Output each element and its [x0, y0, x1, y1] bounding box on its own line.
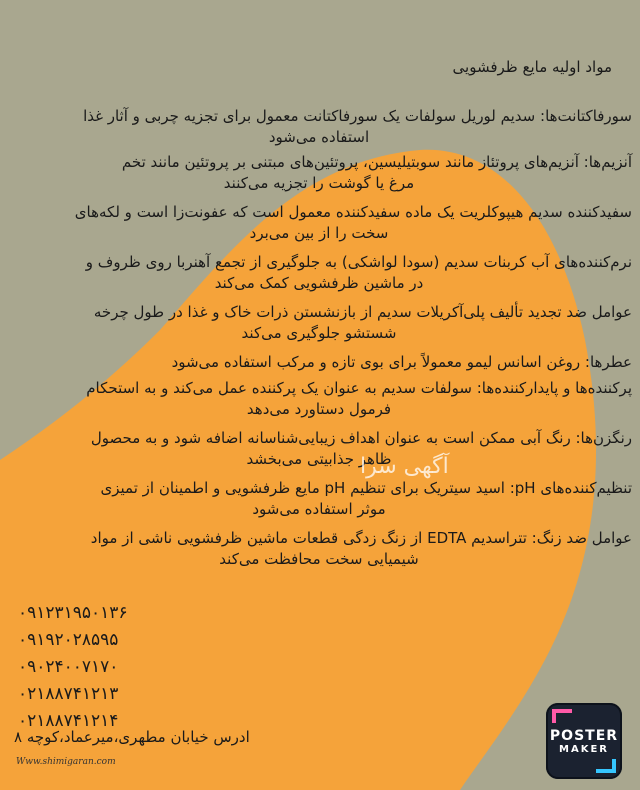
- ingredient-paragraph: [6, 202, 632, 244]
- address: ادرس خیابان مطهری،میرعماد،کوچه ۸: [14, 728, 250, 746]
- phone-number: ۰۲۱۸۸۷۴۱۲۱۳: [18, 684, 119, 704]
- paragraph-line-2: فرمول دستاورد می‌دهد: [246, 400, 392, 418]
- phone-list: [18, 600, 218, 735]
- ingredient-paragraph: [6, 302, 632, 344]
- paragraph-line-2: شیمیایی سخت محافظت می‌کند: [219, 550, 419, 568]
- paragraph-line-1: عطرها: روغن اسانس لیمو معمولاً برای بوی تازه و مرکب استفاده می‌شود: [171, 353, 632, 371]
- page-title: مواد اولیه مایع ظرفشویی: [452, 58, 612, 76]
- logo-line-2: MAKER: [559, 743, 609, 755]
- ingredient-paragraph: [6, 378, 632, 420]
- paragraph-line-1: نرم‌کننده‌های آب کربنات سدیم (سودا لواشکی) به جلوگیری از تجمع آهنربا روی ظروف و: [85, 253, 632, 271]
- ingredient-paragraph: [6, 152, 632, 194]
- watermark-text: آگهی سرا: [360, 454, 449, 479]
- phone-number: ۰۹۱۹۲۰۲۸۵۹۵: [18, 630, 119, 650]
- paragraph-line-1: عوامل ضد تجدید تألیف پلی‌آکریلات سدیم از بازنشستن ذرات خاک و غذا در طول چرخه: [93, 303, 632, 321]
- logo-corner-pink: [552, 709, 572, 723]
- paragraph-line-2: استفاده می‌شود: [268, 128, 370, 146]
- ingredient-paragraph: [6, 252, 632, 294]
- website-signature: Www.shimigaran.com: [16, 757, 116, 767]
- logo-corner-blue: [596, 759, 616, 773]
- phone-number: ۰۹۱۲۳۱۹۵۰۱۳۶: [18, 603, 128, 623]
- poster-maker-logo: [546, 703, 622, 779]
- paragraph-line-2: ظاهر جذابیتی می‌بخشد: [246, 450, 392, 468]
- ingredient-paragraph: [6, 352, 632, 373]
- paragraph-line-1: آنزیم‌ها: آنزیم‌های پروتئاز مانند سوبتیلیسین، پروتئین‌های مبتنی بر پروتئین مانند تخم: [121, 153, 632, 171]
- paragraph-line-2: مرغ یا گوشت را تجزیه می‌کنند: [223, 174, 415, 192]
- paragraph-line-1: رنگزن‌ها: رنگ آبی ممکن است به عنوان اهداف زیبایی‌شناسانه اضافه شود و به محصول: [90, 429, 632, 447]
- paragraph-line-1: تنظیم‌کننده‌های pH: اسید سیتریک برای تنظیم pH مایع ظرفشویی و اطمینان از تمیزی: [100, 479, 632, 497]
- paragraph-line-1: سورفاکتانت‌ها: سدیم لوریل سولفات یک سورفاکتانت معمول برای تجزیه چربی و آثار غذا: [83, 107, 632, 125]
- paragraph-line-1: عوامل ضد زنگ: تتراسدیم EDTA از زنگ زدگی قطعات ماشین ظرفشویی ناشی از مواد: [90, 529, 632, 547]
- phone-number: ۰۹۰۲۴۰۰۷۱۷۰: [18, 657, 119, 677]
- logo-line-1: POSTER: [549, 727, 619, 744]
- paragraph-line-1: پرکننده‌ها و پایدارکننده‌ها: سولفات سدیم به عنوان یک پرکننده عمل می‌کند و به استحکام: [86, 379, 632, 397]
- phone-number: ۰۲۱۸۸۷۴۱۲۱۴: [18, 711, 119, 731]
- ingredient-paragraph: [6, 106, 632, 148]
- paragraph-line-2: موثر استفاده می‌شود: [252, 500, 386, 518]
- paragraph-line-2: شستشو جلوگیری می‌کند: [241, 324, 397, 342]
- ingredient-paragraph: [6, 428, 632, 470]
- paragraph-line-1: سفیدکننده سدیم هیپوکلریت یک ماده سفیدکننده معمول است که عفونت‌زا است و لکه‌های: [74, 203, 632, 221]
- paragraph-line-2: در ماشین ظرفشویی کمک می‌کند: [214, 274, 424, 292]
- ingredient-paragraph: [6, 478, 632, 520]
- paragraph-line-2: سخت را از بین می‌برد: [249, 224, 389, 242]
- ingredient-paragraph: [6, 528, 632, 570]
